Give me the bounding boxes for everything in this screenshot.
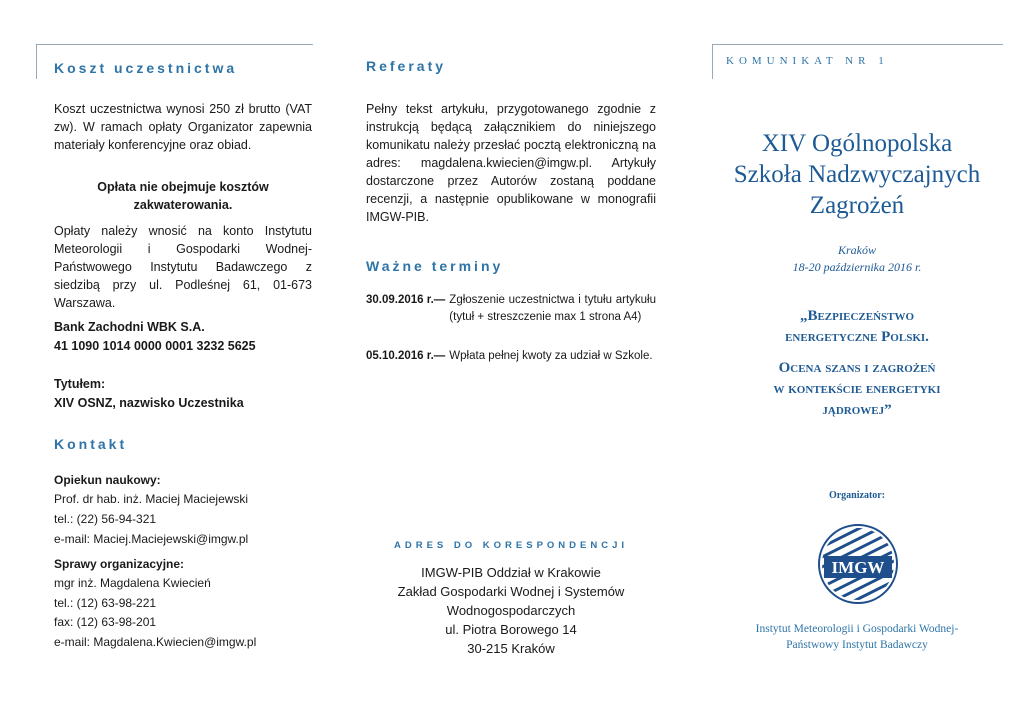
event-title-line: Szkoła Nadzwyczajnych xyxy=(733,161,981,188)
column-papers-dates xyxy=(366,0,656,724)
payment-paragraph: Opłaty należy wnosić na konto Instytutu Meteorologii i Gospodarki Wodnej- Państwowego Instytutu Badawczego z siedzibą przy ul. Podleśnej 61, 01-673 Warszawa. xyxy=(54,224,312,310)
communique-number: KOMUNIKAT NR 1 xyxy=(726,55,889,67)
deadline-text: Zgłoszenie uczestnictwa i tytułu artykułu (tytuł + streszczenie max 1 strona A4) xyxy=(449,294,656,323)
address-line: Zakład Gospodarki Wodnej i Systemów xyxy=(397,584,625,599)
scientific-contact-phone: tel.: (22) 56-94-321 xyxy=(54,512,157,526)
deadline-date: 05.10.2016 r.— xyxy=(366,350,446,362)
logo-text: IMGW xyxy=(831,558,885,577)
institute-line: Instytut Meteorologii i Gospodarki Wodnej- xyxy=(755,623,959,635)
event-city: Kraków xyxy=(837,243,876,257)
institute-name xyxy=(712,621,1002,653)
org-contact-phone: tel.: (12) 63-98-221 xyxy=(54,596,157,610)
address-line: IMGW-PIB Oddział w Krakowie xyxy=(421,565,601,580)
imgw-logo-icon xyxy=(818,524,898,604)
address-line: ul. Piotra Borowego 14 xyxy=(445,622,577,637)
bank-name: Bank Zachodni WBK S.A. xyxy=(54,320,205,334)
transfer-title-label: Tytułem: xyxy=(54,377,106,391)
event-theme xyxy=(712,306,1002,421)
fee-note: Opłata nie obejmuje kosztów zakwaterowania. xyxy=(97,180,269,212)
fee-section-title: Koszt uczestnictwa xyxy=(54,60,238,76)
address-line: Wodnogospodarczych xyxy=(446,603,576,618)
transfer-title-value: XIV OSNZ, nazwisko Uczestnika xyxy=(54,396,244,410)
theme-line: w kontekście energetyki xyxy=(773,381,941,397)
deadline-item xyxy=(366,292,656,326)
event-dates: 18-20 października 2016 r. xyxy=(792,260,922,274)
theme-line: jądrowej” xyxy=(822,402,892,418)
org-contact-email[interactable]: e-mail: Magdalena.Kwiecien@imgw.pl xyxy=(54,635,257,649)
event-title-line: XIV Ogólnopolska xyxy=(761,130,953,157)
event-place-date xyxy=(712,242,1002,276)
scientific-contact-label: Opiekun naukowy: xyxy=(54,473,161,487)
org-contact-label: Sprawy organizacyjne: xyxy=(54,557,185,571)
contact-section-title: Kontakt xyxy=(54,436,128,452)
address-title: ADRES DO KORESPONDENCJI xyxy=(394,540,628,551)
event-title xyxy=(712,128,1002,221)
theme-line: energetyczne Polski. xyxy=(785,329,929,345)
theme-line: Ocena szans i zagrożeń xyxy=(778,360,936,376)
address-block xyxy=(366,563,656,658)
organizer-label: Organizator: xyxy=(828,490,886,501)
org-contact-name: mgr inż. Magdalena Kwiecień xyxy=(54,576,211,590)
dates-section-title: Ważne terminy xyxy=(366,258,504,274)
column-cover xyxy=(712,0,1002,724)
event-title-line: Zagrożeń xyxy=(809,192,905,219)
papers-section-title: Referaty xyxy=(366,58,447,74)
address-line: 30-215 Kraków xyxy=(467,641,555,656)
scientific-contact-email[interactable]: e-mail: Maciej.Maciejewski@imgw.pl xyxy=(54,532,249,546)
institute-line: Państwowy Instytut Badawczy xyxy=(786,639,928,651)
column-fees-contact xyxy=(36,0,312,724)
deadline-date: 30.09.2016 r.— xyxy=(366,294,446,306)
theme-line: „Bezpieczeństwo xyxy=(799,308,915,324)
papers-paragraph: Pełny tekst artykułu, przygotowanego zgodnie z instrukcją będącą załącznikiem do niniejszego komunikatu należy przesłać pocztą elektroniczną na adres: magdalena.kwiecien@imgw.pl. Artykuły dostarczone przez Autorów zostaną poddane recenzji, a następnie opublikowane w monografii IMGW-PIB. xyxy=(366,102,656,224)
deadline-item xyxy=(366,348,656,365)
fee-paragraph: Koszt uczestnictwa wynosi 250 zł brutto (VAT zw). W ramach opłaty Organizator zapewnia materiały konferencyjne oraz obiad. xyxy=(54,102,312,152)
deadline-text: Wpłata pełnej kwoty za udział w Szkole. xyxy=(449,350,653,362)
bank-account: 41 1090 1014 0000 0001 3232 5625 xyxy=(54,339,256,353)
scientific-contact-name: Prof. dr hab. inż. Maciej Maciejewski xyxy=(54,492,249,506)
org-contact-fax: fax: (12) 63-98-201 xyxy=(54,615,157,629)
